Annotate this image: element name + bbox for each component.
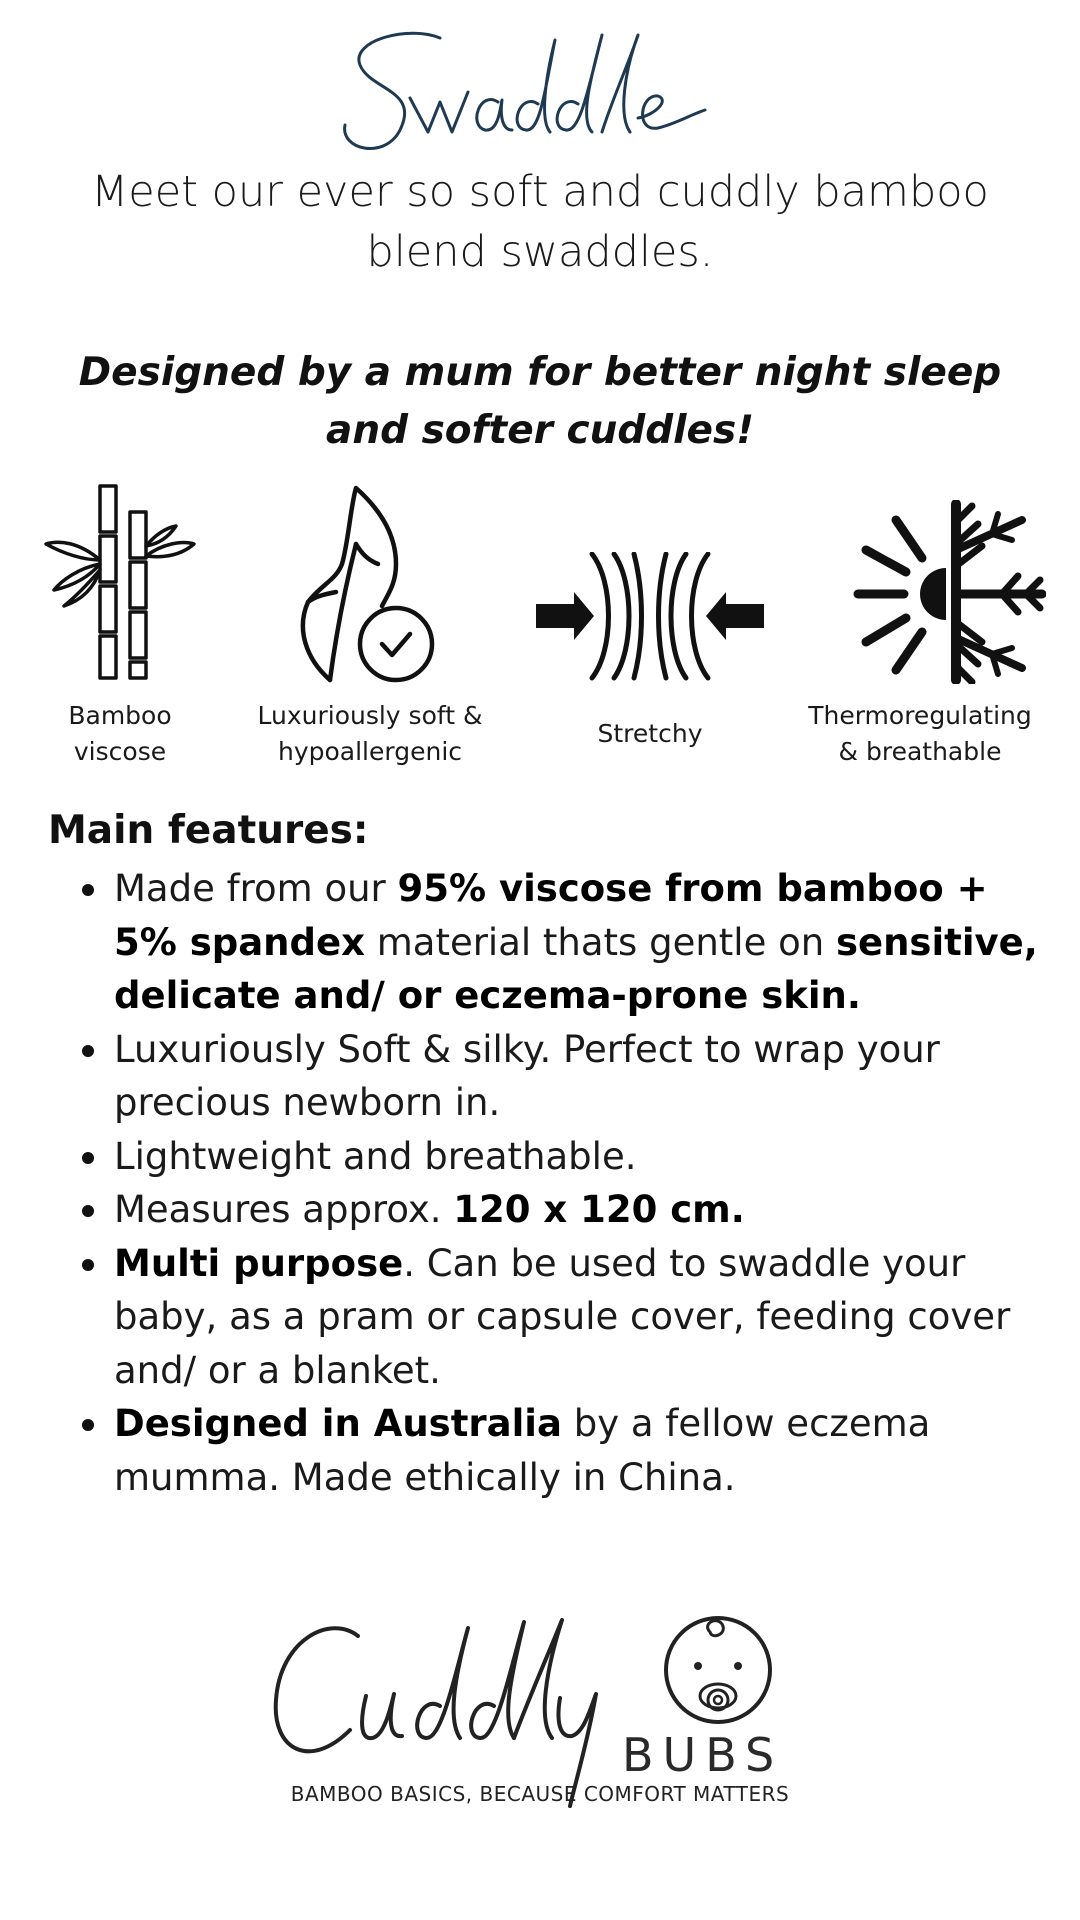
list-item	[48, 1237, 1048, 1398]
soft-label-line2: hypoallergenic	[277, 737, 463, 766]
feature-text: Made from our	[114, 867, 398, 910]
feature-text: by a fellow eczema mumma. Made ethically in China.	[114, 1402, 931, 1499]
soft-label	[240, 698, 500, 770]
compress-arrows-icon	[534, 552, 766, 682]
thermo-label-line2: & breathable	[838, 737, 1002, 766]
feature-bold: 120 x 120 cm.	[453, 1188, 745, 1231]
list-item	[48, 1130, 1048, 1184]
feature-bold: sensitive, delicate and/ or eczema-prone skin.	[114, 920, 1038, 1017]
soft-label-line1: Luxuriously soft &	[257, 701, 483, 730]
list-item	[48, 1023, 1048, 1130]
list-item	[48, 862, 1048, 1023]
bamboo-label-line1: Bamboo	[68, 701, 172, 730]
bamboo-label-line2: viscose	[73, 737, 167, 766]
stretchy-label	[540, 716, 760, 752]
main-features-heading: Main features:	[48, 808, 369, 853]
bamboo-label	[20, 698, 220, 770]
brand-tagline: BAMBOO BASICS, BECAUSE COMFORT MATTERS	[290, 1782, 790, 1806]
thermo-label	[780, 698, 1060, 770]
leaf-check-icon	[296, 484, 441, 684]
feature-bold: 95% viscose from bamboo + 5% spandex	[114, 867, 988, 964]
feature-text: Lightweight and breathable.	[114, 1134, 637, 1178]
stretchy-label-line1: Stretchy	[597, 719, 703, 748]
tagline-text: Designed by a mum for better night sleep and softer cuddles!	[78, 350, 1002, 453]
feature-text: material thats gentle on	[364, 920, 836, 964]
feature-text: . Can be used to swaddle your baby, as a pram or capsule cover, feeding cover and/ or a blanket.	[114, 1241, 1011, 1392]
feature-bold: Multi purpose	[114, 1241, 404, 1285]
sun-snowflake-icon	[852, 500, 1046, 684]
list-item	[48, 1397, 1048, 1504]
list-item	[48, 1183, 1048, 1237]
feature-text: Measures approx.	[114, 1188, 454, 1231]
feature-bold: Designed in Australia	[114, 1402, 562, 1445]
bamboo-icon	[44, 482, 196, 682]
intro-text: Meet our ever so soft and cuddly bamboo blend swaddles.	[91, 167, 989, 277]
main-features-list	[48, 862, 1048, 1504]
thermo-label-line1: Thermoregulating	[808, 701, 1032, 730]
brand-bubs-text: BUBS	[622, 1728, 784, 1782]
feature-text: Luxuriously Soft & silky. Perfect to wrap your precious newborn in.	[114, 1027, 940, 1124]
swaddle-script-title	[340, 20, 740, 170]
